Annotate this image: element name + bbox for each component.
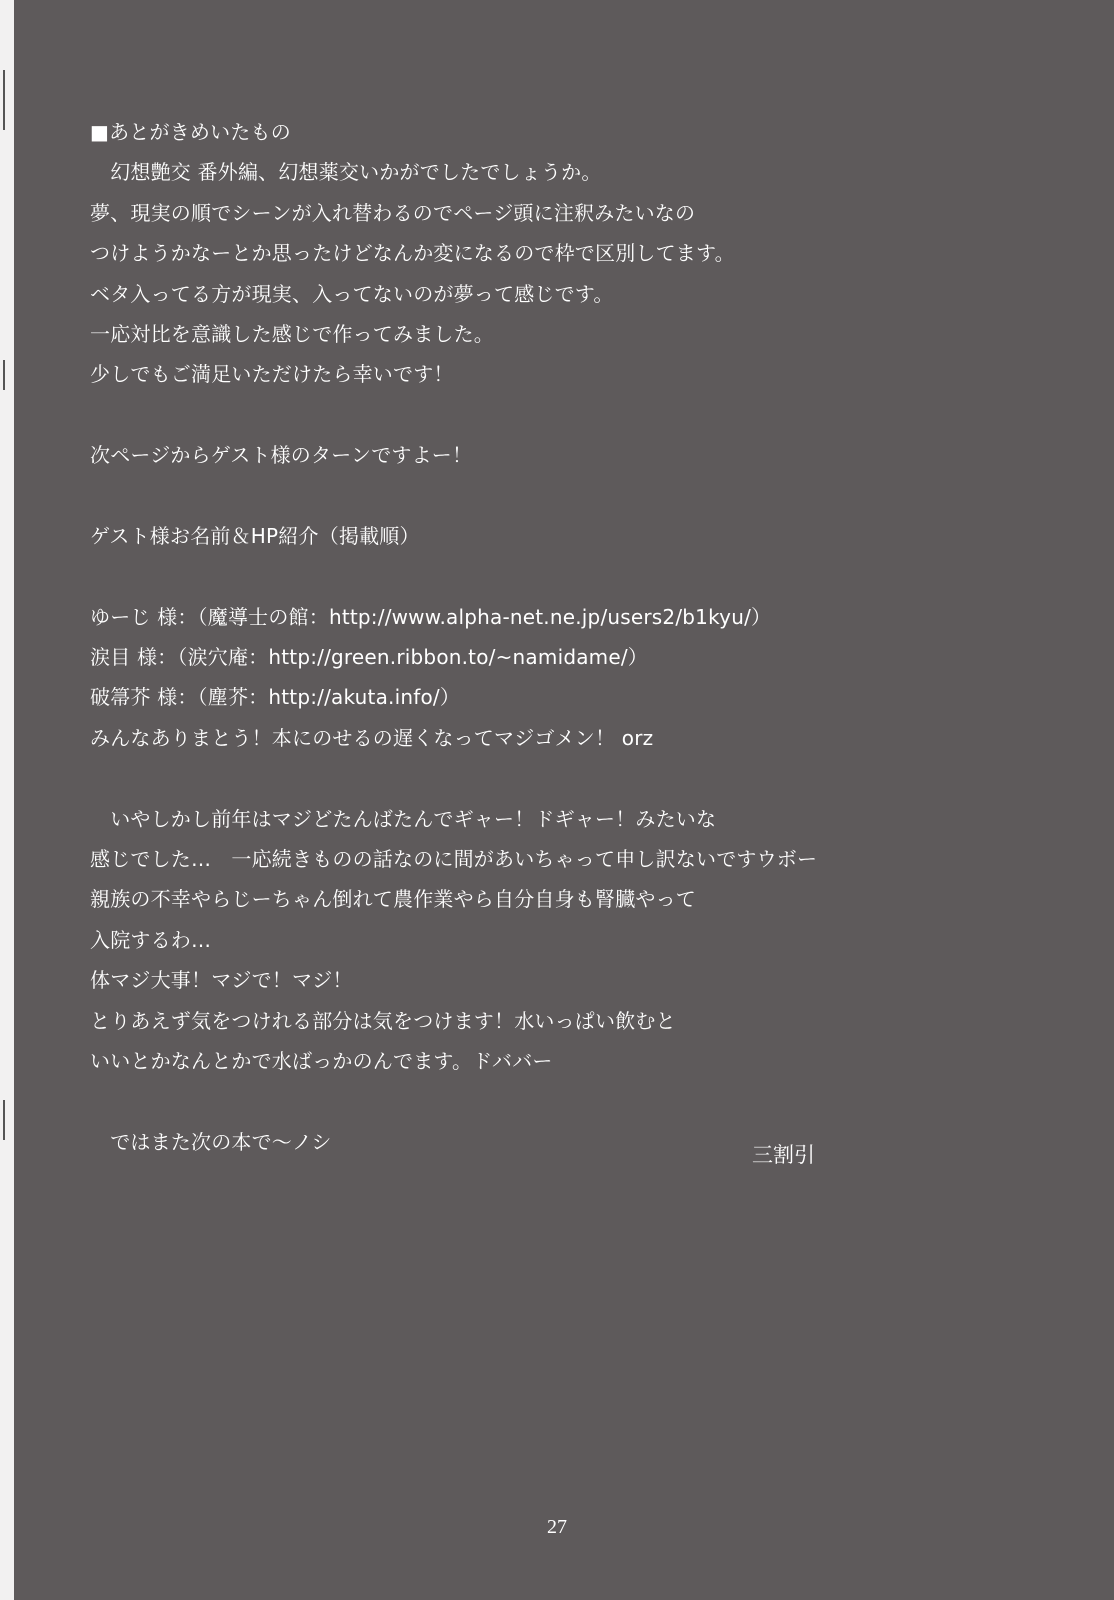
guest-entry: 涙目 様：（涙穴庵：http://green.ribbon.to/~namidame/） (90, 645, 649, 670)
page-edge (0, 0, 14, 1600)
author-signature: 三割引 (752, 1143, 815, 1167)
afterword-line: 親族の不幸やらじーちゃん倒れて農作業やら自分自身も腎臓やって (90, 887, 696, 912)
guest-entry: ゆーじ 様：（魔導士の館：http://www.alpha-net.ne.jp/users2/b1kyu/） (90, 604, 772, 629)
afterword-line: ベタ入ってる方が現実、入ってないのが夢って感じです。 (90, 281, 614, 306)
paragraph-gap (90, 395, 1050, 435)
afterword-line: 少しでもご満足いただけたら幸いです！ (90, 362, 454, 387)
afterword-line: とりあえず気をつけれる部分は気をつけます！水いっぱい飲むと (90, 1008, 676, 1033)
afterword-line: いやしかし前年はマジどたんばたんでギャー！ドギャー！みたいな (90, 806, 717, 831)
paragraph-gap (90, 1081, 1050, 1121)
guest-intro: 次ページからゲスト様のターンですよー！ (90, 443, 473, 468)
guest-heading: ゲスト様お名前＆HP紹介（掲載順） (90, 523, 420, 548)
edge-mark (3, 1100, 5, 1140)
afterword-line: 一応対比を意識した感じで作ってみました。 (90, 321, 494, 346)
page-number: 27 (547, 1516, 567, 1538)
paragraph-gap (90, 556, 1050, 596)
afterword-line: 感じでした… 一応続きものの話なのに間があいちゃって申し訳ないですウボー (90, 847, 818, 872)
edge-mark (3, 70, 5, 130)
afterword-line: つけようかなーとか思ったけどなんか変になるので枠で区別してます。 (90, 241, 735, 266)
paragraph-gap (90, 476, 1050, 516)
afterword-line: 入院するわ… (90, 927, 212, 952)
afterword-line: 夢、現実の順でシーンが入れ替わるのでページ頭に注釈みたいなの (90, 200, 696, 225)
closing-line: ではまた次の本で～ノシ (90, 1129, 332, 1154)
edge-mark (3, 360, 5, 390)
afterword-line: 幻想艶交 番外編、幻想薬交いかがでしたでしょうか。 (90, 160, 602, 185)
afterword-line: 体マジ大事！マジで！マジ！ (90, 968, 353, 993)
afterword-line: いいとかなんとかで水ばっかのんでます。ドババー (90, 1048, 553, 1073)
guest-entry: 破箒芥 様：（塵芥：http://akuta.info/） (90, 685, 461, 710)
thanks-line: みんなありまとう！本にのせるの遅くなってマジゴメン！ orz (90, 725, 654, 750)
afterword-heading: ■あとがきめいたもの (90, 120, 291, 144)
afterword-body (90, 112, 1050, 1162)
paragraph-gap (90, 758, 1050, 798)
